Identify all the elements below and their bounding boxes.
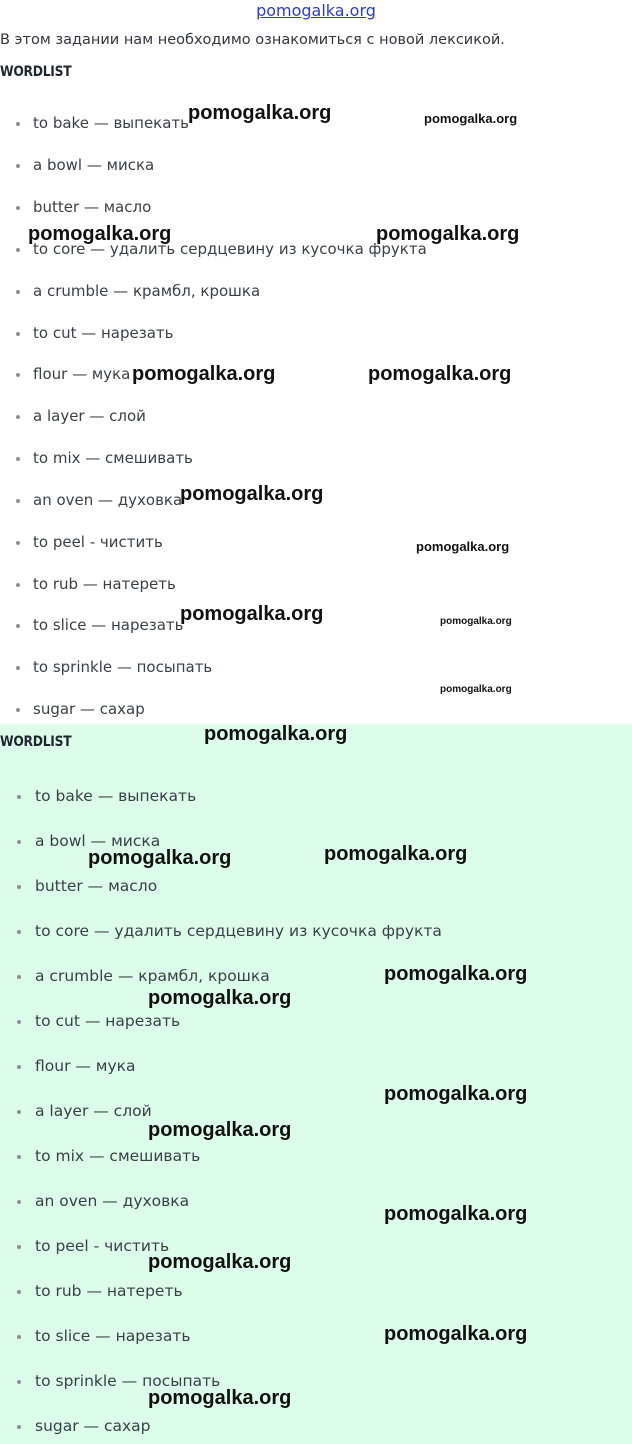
watermark: pomogalka.org bbox=[148, 1119, 292, 1141]
wordlist-heading: WORDLIST bbox=[0, 64, 72, 80]
bullet-icon bbox=[17, 885, 21, 889]
list-item: to core — удалить сердцевину из кусочка фрукта bbox=[0, 240, 427, 258]
bullet-icon bbox=[16, 332, 20, 336]
bullet-icon bbox=[16, 499, 20, 503]
list-item: to sprinkle — посыпать bbox=[0, 658, 212, 676]
bullet-icon bbox=[17, 1020, 21, 1024]
watermark: pomogalka.org bbox=[132, 363, 276, 385]
watermark: pomogalka.org bbox=[188, 102, 332, 124]
watermark: pomogalka.org bbox=[384, 1323, 528, 1345]
list-item: to rub — натереть bbox=[0, 1282, 183, 1300]
wordlist-section-2 bbox=[0, 724, 632, 1444]
list-item: to rub — натереть bbox=[0, 575, 176, 593]
bullet-icon bbox=[16, 164, 20, 168]
bullet-icon bbox=[17, 930, 21, 934]
list-item: to mix — смешивать bbox=[0, 449, 193, 467]
bullet-icon bbox=[16, 206, 20, 210]
list-item: to cut — нарезать bbox=[0, 324, 174, 342]
list-item: to cut — нарезать bbox=[0, 1012, 180, 1030]
watermark: pomogalka.org bbox=[148, 1387, 292, 1409]
bullet-icon bbox=[16, 457, 20, 461]
list-item: an oven — духовка bbox=[0, 491, 182, 509]
list-item: sugar — сахар bbox=[0, 1417, 151, 1435]
list-item: butter — масло bbox=[0, 198, 151, 216]
watermark: pomogalka.org bbox=[368, 363, 512, 385]
bullet-icon bbox=[17, 1155, 21, 1159]
intro-text: В этом задании нам необходимо ознакомиться с новой лексикой. bbox=[0, 32, 505, 48]
list-item: to mix — смешивать bbox=[0, 1147, 200, 1165]
bullet-icon bbox=[16, 122, 20, 126]
list-item: to slice — нарезать bbox=[0, 1327, 191, 1345]
bullet-icon bbox=[17, 1425, 21, 1429]
bullet-icon bbox=[17, 1200, 21, 1204]
list-item: to slice — нарезать bbox=[0, 616, 183, 634]
list-item: a bowl — миска bbox=[0, 156, 154, 174]
list-item: a crumble — крамбл, крошка bbox=[0, 282, 260, 300]
list-item: a bowl — миска bbox=[0, 832, 160, 850]
watermark: pomogalka.org bbox=[424, 111, 518, 126]
bullet-icon bbox=[17, 840, 21, 844]
list-item: to bake — выпекать bbox=[0, 114, 189, 132]
list-item: flour — мука bbox=[0, 1057, 136, 1075]
watermark: pomogalka.org bbox=[324, 843, 468, 865]
list-item: a layer — слой bbox=[0, 1102, 152, 1120]
bullet-icon bbox=[16, 708, 20, 712]
bullet-icon bbox=[17, 795, 21, 799]
watermark: pomogalka.org bbox=[440, 684, 512, 695]
list-item: flour — мука bbox=[0, 365, 130, 383]
bullet-icon bbox=[16, 415, 20, 419]
watermark: pomogalka.org bbox=[384, 963, 528, 985]
watermark: pomogalka.org bbox=[148, 987, 292, 1009]
watermark: pomogalka.org bbox=[180, 603, 324, 625]
bullet-icon bbox=[17, 1335, 21, 1339]
bullet-icon bbox=[16, 248, 20, 252]
list-item: an oven — духовка bbox=[0, 1192, 189, 1210]
watermark: pomogalka.org bbox=[416, 539, 510, 554]
bullet-icon bbox=[16, 373, 20, 377]
bullet-icon bbox=[17, 1065, 21, 1069]
bullet-icon bbox=[17, 1245, 21, 1249]
watermark: pomogalka.org bbox=[204, 723, 348, 745]
bullet-icon bbox=[16, 583, 20, 587]
watermark: pomogalka.org bbox=[28, 223, 172, 245]
list-item: to peel - чистить bbox=[0, 533, 163, 551]
wordlist-heading-2: WORDLIST bbox=[0, 734, 72, 750]
list-item: to sprinkle — посыпать bbox=[0, 1372, 220, 1390]
bullet-icon bbox=[16, 290, 20, 294]
list-item: a layer — слой bbox=[0, 407, 146, 425]
watermark: pomogalka.org bbox=[384, 1203, 528, 1225]
bullet-icon bbox=[16, 666, 20, 670]
bullet-icon bbox=[16, 624, 20, 628]
site-header-link[interactable]: pomogalka.org bbox=[256, 1, 376, 20]
watermark: pomogalka.org bbox=[440, 616, 512, 627]
bullet-icon bbox=[17, 1380, 21, 1384]
list-item: to peel - чистить bbox=[0, 1237, 169, 1255]
bullet-icon bbox=[17, 1290, 21, 1294]
watermark: pomogalka.org bbox=[88, 847, 232, 869]
watermark: pomogalka.org bbox=[180, 483, 324, 505]
list-item: to core — удалить сердцевину из кусочка фрукта bbox=[0, 922, 442, 940]
list-item: to bake — выпекать bbox=[0, 787, 196, 805]
watermark: pomogalka.org bbox=[148, 1251, 292, 1273]
watermark: pomogalka.org bbox=[376, 223, 520, 245]
watermark: pomogalka.org bbox=[384, 1083, 528, 1105]
list-item: a crumble — крамбл, крошка bbox=[0, 967, 270, 985]
list-item: sugar — сахар bbox=[0, 700, 145, 718]
list-item: butter — масло bbox=[0, 877, 157, 895]
bullet-icon bbox=[17, 975, 21, 979]
bullet-icon bbox=[17, 1110, 21, 1114]
bullet-icon bbox=[16, 541, 20, 545]
